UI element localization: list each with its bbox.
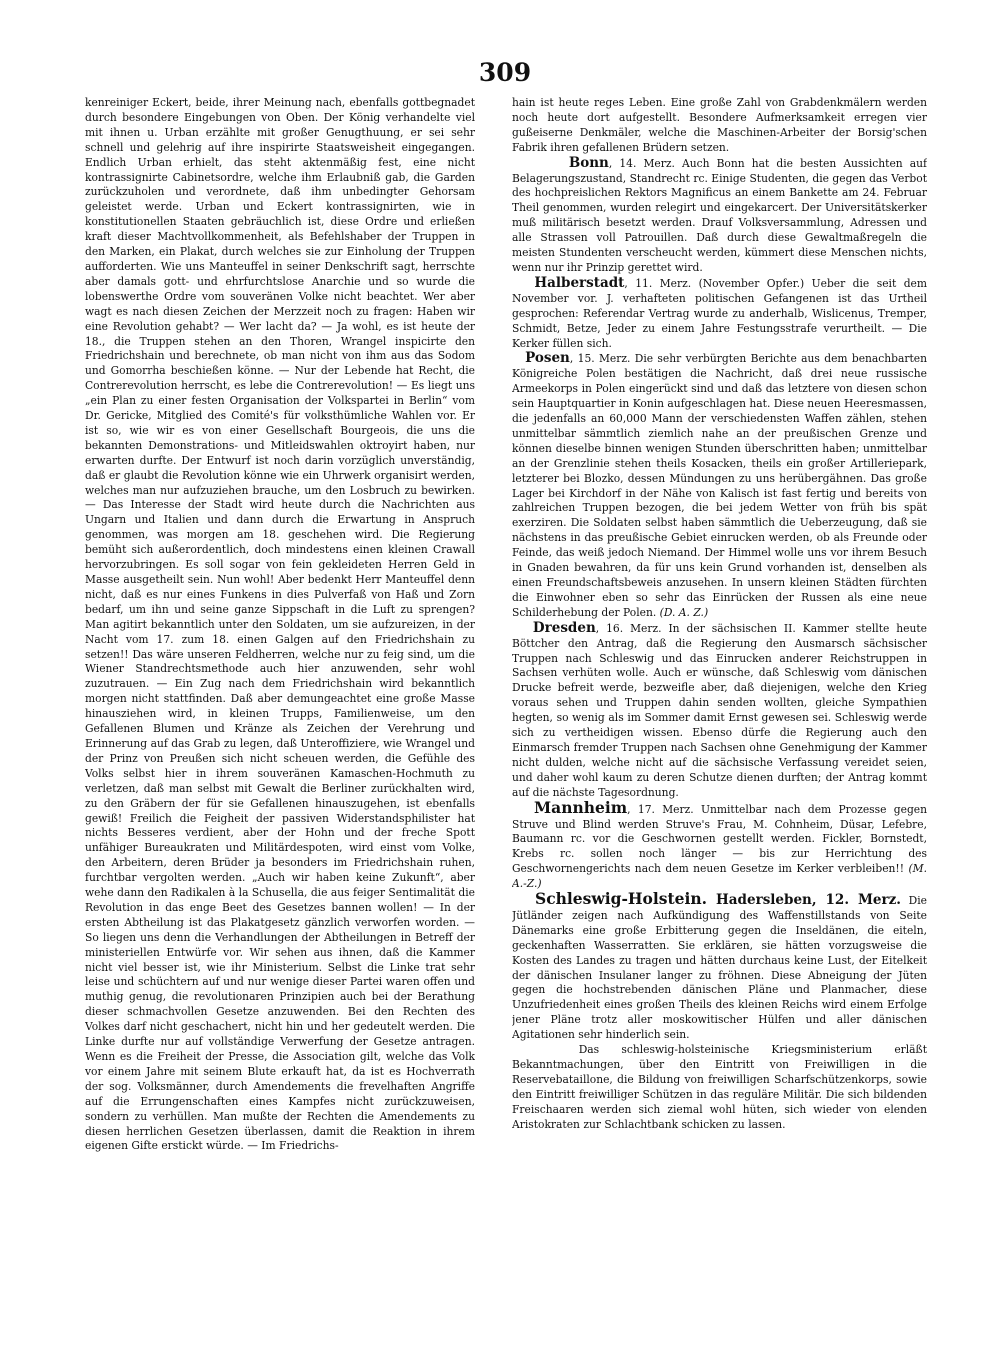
article-text: Auch Bonn hat die besten Aussichten auf Belagerungszustand, Standrecht rc. Einige Studenten, die gegen das Verbot des hochpreislichen Rektors Magnificus an einem Bankette am 24. Februar Theil genommen, wurden relegirt und eingekarcert. Der Universitätskerker muß militärisch besetzt werden. Drauf Volksversammlung, Adressen und alle Strassen voll Patrouillen. Daß durch diese Gewaltmaßregeln die meisten Stundenten verscheucht werden, kümmert diese Menschen nichts, wenn nur ihr Prinzip gerettet wird. [512,156,927,274]
left-column [85,96,475,1323]
article-text: Die Jütländer zeigen nach Aufkündigung des Waffenstillstands von Seite Dänemarks eine große Erbitterung gegen die Inseldänen, die eiteln, geckenhaften Wasserratten. Sie erklären, sie hätten vorzugsweise die Kosten des Landes zu tragen und hätten durchaus keine Lust, der Eitelkeit der dänischen Insulaner langer zu fröhnen. Diese Abneigung der Jüten gegen die hochstrebenden dänischen Pläne und Planmacher, diese Unzufriedenheit eines großen Theils des kleinen Reichs wird einem Erfolge jener Pläne trotz aller moskowitischer Hülfen und aller dänischen Agitationen sehr hinderlich sein. [512,894,927,1042]
closing-text: Das schleswig-holsteinische Kriegsministerium erläßt Bekanntmachungen, über den Eintritt von Freiwilligen in die Reservebataillone, die Bildung von freiwilligen Scharfschützenkorps, sowie den Eintritt freiwilliger Schützen in das reguläre Militär. Die sich bildenden Freischaaren werden sich ziemal wohl hüten, sich wieder von elenden Aristokraten zur Schlachtbank schicken zu lassen. [512,1043,927,1131]
article-date: , 15. Merz. [569,352,631,366]
article-schleswig-holstein [512,889,927,1043]
article-date: Hadersleben, 12. Merz. [707,892,901,909]
article-place: Dresden [532,619,596,636]
right-column-intro: hain ist heute reges Leben. Eine große Zahl von Grabdenkmälern werden noch heute dort aufgestellt. Besondere Aufmerksamkeit erregen vier gußeiserne Denkmäler, welche die Maschinen-Arbeiter der Borsig'schen Fabrik ihren gefallenen Brüdern setzen. [512,96,927,154]
article-mannheim [512,797,927,892]
article-posen [512,351,927,620]
article-date: , 17. Merz. [627,802,694,816]
article-place: Bonn [568,154,609,171]
article-source: (M. A.-Z.) [512,862,927,891]
article-place: Halberstadt [534,274,625,291]
article-text: In der sächsischen II. Kammer stellte heute Böttcher den Antrag, daß die Regierung den Ausmarsch sächsischer Truppen nach Schleswig und das Einrucken anderer Reichstruppen in Sachsen verhüten wolle. Auch er wünsche, daß Schleswig vom dänischen Drucke befreit werde, bezweifle aber, daß diejenigen, welche den Krieg voraus sehen und Truppen dahin senden wollten, gleiche Sympathien hegten, so wenig als im Sommer damit Ernst gewesen sei. Schleswig werde sich zu vertheidigen wissen. Ebenso dürfe die Regierung auch den Einmarsch fremder Truppen nach Sachsen ohne Genehmigung der Kammer nicht dulden, welche nicht auf die sächsische Verfassung vereidet seien, und daher wohl kaum zu deren Schutze dienen durften; der Antrag kommt auf die nächste Tagesordnung. [512,621,927,799]
page-number: 309 [478,58,532,87]
left-column-text: kenreiniger Eckert, beide, ihrer Meinung nach, ebenfalls gottbegnadet durch besondere Eingebungen von Oben. Der König verhandelte viel mit ihnen u. Urban erzählte mit großer Genugthuung, er sei sehr schnell und gelehrig auf ihre inspirirte Staatsweisheit eingegangen. Endlich Urban erhielt, das steht aktenmäßig fest, eine nicht kontrassignirte Cabinetsordre, welche ihm Erlaubniß gab, die Garden zurückzuholen und verordnete, daß ihm unbedingter Gehorsam geleistet werde. Urban und Eckert kontrassignirten, wie in konstitutionellen Staaten gebräuchlich ist, diese Ordre und erließen kraft dieser Machtvollkommenheit, als Befehlshaber der Truppen in den Marken, ein Plakat, durch welches sie zur Einholung der Truppen aufforderten. Wie uns Manteuffel in seiner Denkschrift sagt, herrschte aber damals gott- und ehrfurchtslose Anarchie und so wurde die lobenswerthe Ordre vom souveränen Volke nicht beachtet. Wer aber wagt es nach diesen Zeichen der Merzzeit noch zu fragen: Haben wir eine Revolution gehabt? — Wer lacht da? — Ja wohl, es ist heute der 18., die Truppen stehen an den Thoren, Wrangel inspicirte den Friedrichshain und berechnete, ob man nicht von ihm aus das Sodom und Gomorrha beschießen könne. — Nur der Lebende hat Recht, die Contrerevolution herrscht, es lebe die Contrerevolution! — Es liegt uns „ein Plan zu einer festen Organisation der Volkspartei in Berlin“ vom Dr. Gericke, Mitglied des Comité's für volksthümliche Wahlen vor. Er ist so, wie wir es von einer Gesellschaft Bourgeois, die uns die bekannten Demonstrations- und Mitleidswahlen oktroyirt haben, nur erwarten durfte. Der Entwurf ist noch darin vorzüglich unverständig, daß er glaubt die Revolution könne wie ein Uhrwerk organisirt werden, welches man nur aufzuziehen brauche, um den Losbruch zu bewirken. — Das Interesse der Stadt wird heute durch die Nachrichten aus Ungarn und Italien und dann durch die Erwartung in Anspruch genommen, was morgen am 18. geschehen wird. Die Regierung bemüht sich außerordentlich, doch mindestens einen kleinen Crawall hervorzubringen. Es soll sogar von fein gekleideten Herren Geld in Masse ausgetheilt sein. Nun wohl! Aber bedenkt Herr Manteuffel denn nicht, daß es nur eines Funkens in dies Pulverfaß von Haß und Zorn bedarf, um ihn und seine ganze Sippschaft in die Luft zu sprengen? Man agitirt bekanntlich unter den Soldaten, um sie aufzureizen, in der Nacht vom 17. zum 18. einen Galgen auf den Friedrichshain zu setzen!! Das wäre unseren Feldherren, welche nur zu feig sind, um die Wiener Standrechtsmethode auch hier anzuwenden, sehr wohl zuzutrauen. — Ein Zug nach dem Friedrichshain wird bekanntlich morgen nicht stattfinden. Daß aber demungeachtet eine große Masse hinausziehen wird, in kleinen Trupps, Familienweise, um den Gefallenen Blumen und Kränze als Zeichen der Verehrung und Erinnerung auf das Grab zu legen, daß Unteroffiziere, wie Wrangel und der Prinz von Preußen sich nicht scheuen werden, die Gefühle des Volks selbst hier in ihrem souveränen Kamaschen-Hochmuth zu verletzen, daß man selbst mit Gewalt die Berliner zurückhalten wird, zu den Gräbern der für sie Gefallenen hinauszugehen, ist ebenfalls gewiß! Freilich die Feigheit der passiven Widerstandsphilister hat nichts Besseres verdient, aber der Hohn und der freche Spott unfähiger Bureaukraten und Militärdespoten, wird einst vom Volke, den Arbeitern, deren Brüder ja besonders im Friedrichshain ruhen, furchtbar vergolten werden. „Auch wir haben keine Zukunft“, aber wehe dann den Radikalen à la Schusella, die aus feiger Sentimalität die Revolution in das enge Beet des Gesetzes bannen wollen! — In der ersten Abtheilung ist das Plakatgesetz gänzlich verworfen worden. — So liegen uns denn die Verhandlungen der Abtheilungen in Betreff der ministeriellen Entwürfe vor. Wir sehen aus ihnen, daß die Kammer nicht viel besser ist, wie ihr Ministerium. Selbst die Linke trat sehr leise und schüchtern auf und nur wenige dieser Partei waren offen und muthig genug, die revolutionaren Prinzipien auch bei der Berathung dieser schmachvollen Gesetze anzuwenden. Bei den Rechten des Volkes darf nicht geschachert, nicht hin und her gedeutelt werden. Die Linke durfte nur auf vollständige Verwerfung der Gesetze antragen. Wenn es die Freiheit der Presse, die Association gilt, welche das Volk vor einem Jahre mit seinem Blute erkauft hat, da ist es Hochverrath der sog. Volksmänner, durch Amendements die frevelhaften Angriffe auf die Errungenschaften eines Kampfes nicht zurückzuweisen, sondern zu verhüllen. Man mußte der Rechten die Amendements zu diesen herrlichen Gesetzen überlassen, damit die Reaktion in ihrem eigenen Gifte erstickt würde. — Im Friedrichs- [85,96,475,1153]
article-place: Posen [525,350,570,367]
article-date: , 11. Merz. [624,276,692,290]
right-column [512,96,927,1323]
closing-paragraph [512,1043,927,1132]
article-bonn [512,156,927,276]
article-place: Schleswig-Holstein. [535,889,708,909]
article-source: (D. A. Z.) [659,605,709,619]
article-dresden [512,621,927,801]
article-date: , 16. Merz. [595,621,662,635]
article-text: Die sehr verbürgten Berichte aus dem benachbarten Königreiche Polen bestätigen die Nachricht, daß drei neue russische Armeekorps in Polen eingerückt sind und daß das letztere von diesen schon sein Hauptquartier in Konin aufgeschlagen hat. Diese neuen Heeresmassen, die jedenfalls an 60,000 Mann der verschiedensten Waffen zählen, stehen unmittelbar sämmtlich ziemlich nahe an der preußischen Grenze und können dieselbe binnen wenigen Stunden überschritten haben; unmittelbar an der Grenzlinie stehen theils Kosacken, theils ein großer Artilleriepark, letzterer bei Blozko, dessen Mündungen zu uns herübergähnen. Das große Lager bei Kirchdorf in der Nähe von Kalisch ist fast fertig und bereits von zahlreichen Truppen bezogen, die bei jedem Wetter von früh bis spät exerziren. Die Soldaten selbst haben sämmtlich die Ueberzeugung, daß sie nächstens in das preußische Gebiet einrucken werden, ob als Freunde oder Feinde, das weiß jedoch Niemand. Der Himmel wolle uns vor ihrem Besuch in Gnaden bewahren, da für uns kein Grund vorhanden ist, denselben als einen Freundschaftsbeweis anzusehen. In unsern kleinen Städten fürchten die Einwohner eben so sehr das Einrücken der Russen als eine neue Schilderhebung der Polen. [512,352,927,619]
article-place: Mannheim [534,797,628,817]
article-text: Unmittelbar nach dem Prozesse gegen Struve und Blind werden Struve's Frau, M. Cohnheim, Düsar, Lefebre, Baumann rc. vor die Geschwornen gestellt werden. Fickler, Bornstedt, Krebs rc. sollen noch länger — bis zur Herrichtung des Geschwornengerichts nach dem neuen Gesetze im Kerker verbleiben!! [512,802,927,876]
article-date: , 14. Merz. [608,156,675,170]
article-text: (November Opfer.) Ueber die seit dem November vor. J. verhafteten politischen Gefangenen ist das Urtheil gesprochen: Referendar Vertrag wurde zu anderhalb, Wislicenus, Tremper, Schmidt, Betze, Jeder zu einem Jahre Festungsstrafe verurtheilt. — Die Kerker füllen sich. [512,276,927,350]
article-halberstadt [512,276,927,352]
